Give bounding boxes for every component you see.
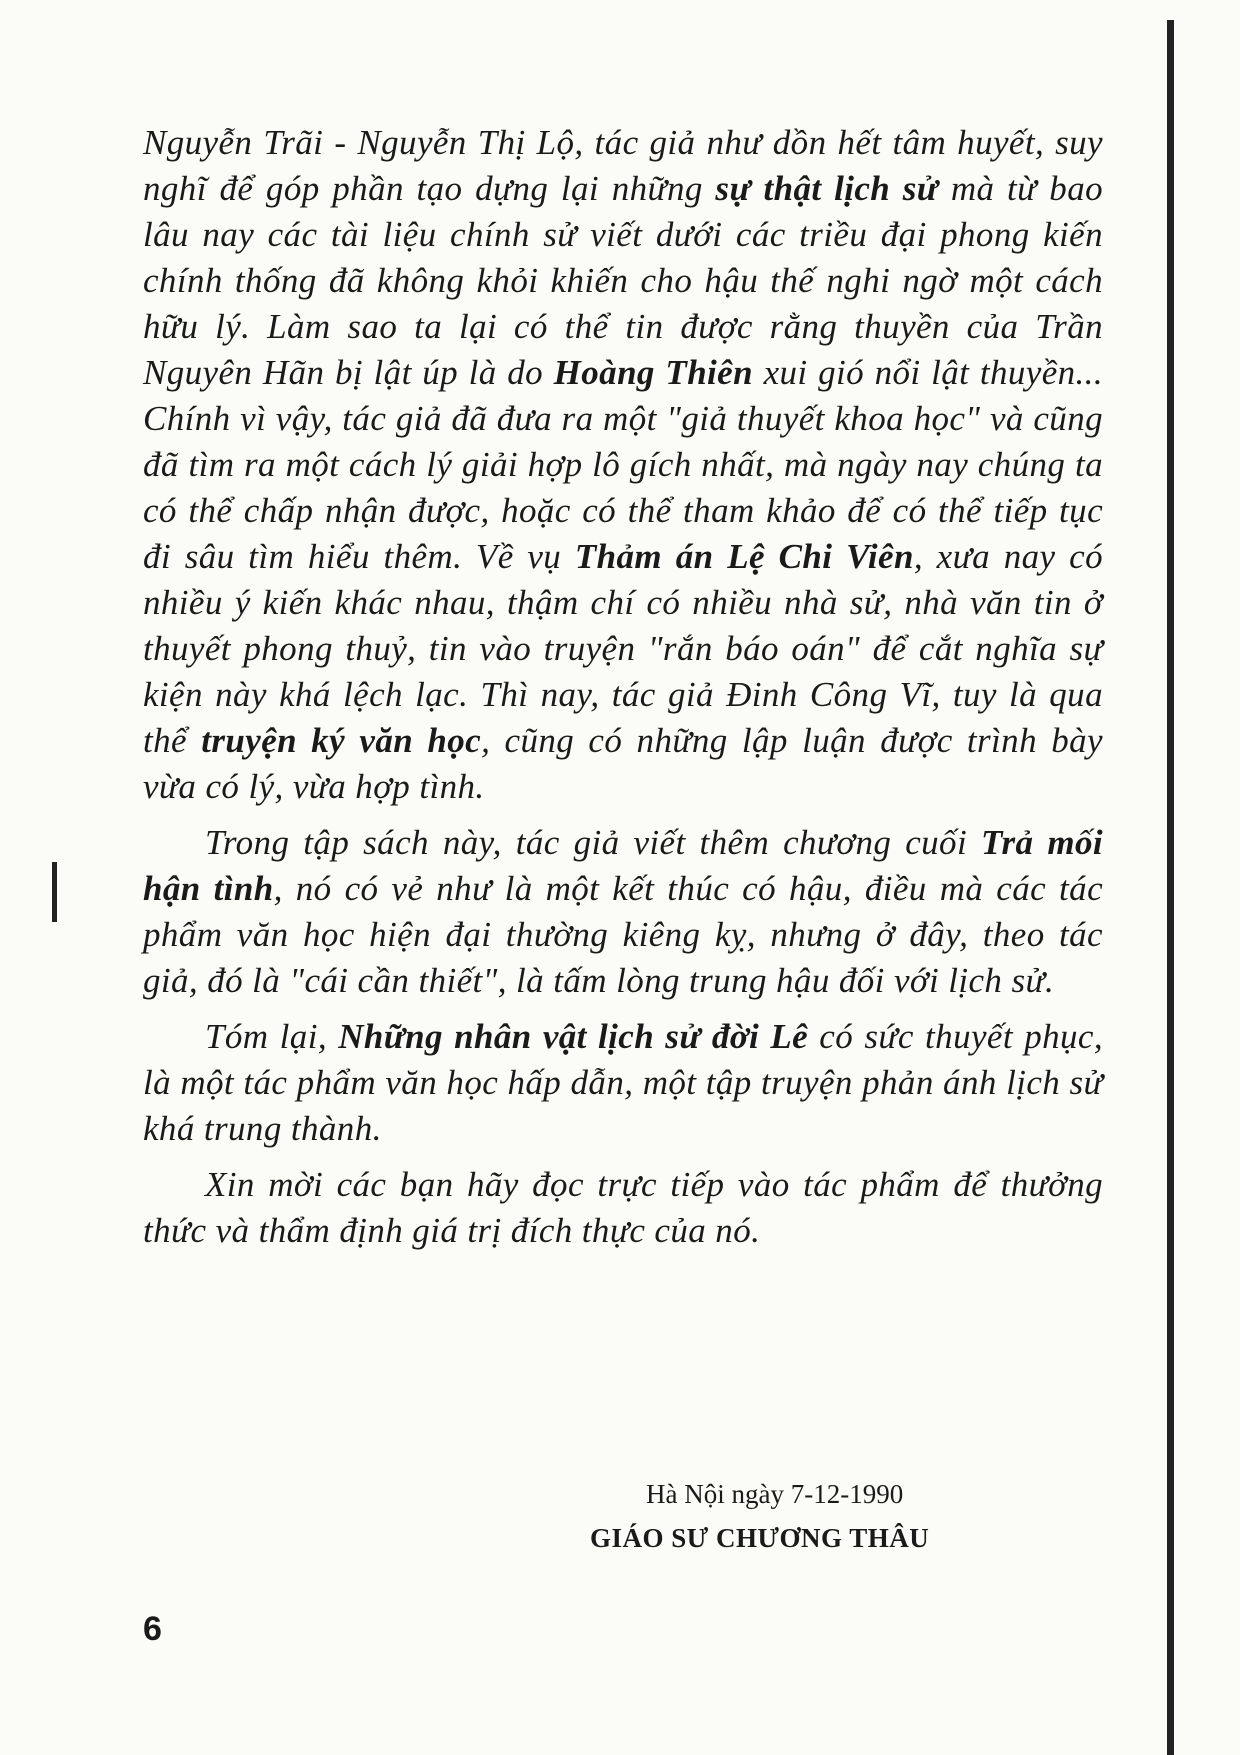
- page-number: 6: [143, 1610, 162, 1648]
- paragraph-text: xui gió nổi lật thuyền... Chính vì vậy, tác giả đã đưa ra một "giả thuyết khoa học" và cũng đã tìm ra một cách lý giải hợp lô gích nhất, mà ngày nay chúng ta có thể chấp nhận được, hoặc có thể tham khảo để có thể tiếp tục đi sâu tìm hiểu thêm. Về vụ: [143, 353, 1103, 576]
- emphasized-text: Thảm án Lệ Chi Viên: [574, 537, 914, 576]
- paragraph: [143, 1014, 1103, 1152]
- emphasized-text: sự thật lịch sử: [715, 169, 939, 208]
- body-text: [143, 120, 1103, 1254]
- paragraph-text: Tóm lại,: [205, 1017, 339, 1056]
- paragraph-text: mà từ bao lâu nay các tài liệu chính sử viết dưới các triều đại phong kiến chính thống đã không khỏi khiến cho hậu thế nghi ngờ một cách hữu lý. Làm sao ta lại có thể tin được rằng thuyền của Trần Nguyên Hãn bị lật úp là do: [143, 169, 1103, 392]
- paragraph-text: có sức thuyết phục, là một tác phẩm văn học hấp dẫn, một tập truyện phản ánh lịch sử khá trung thành.: [143, 1017, 1103, 1148]
- paragraph-text: Xin mời các bạn hãy đọc trực tiếp vào tác phẩm để thưởng thức và thẩm định giá trị đích thực của nó.: [143, 1165, 1103, 1250]
- emphasized-text: truyện ký văn học: [201, 721, 482, 760]
- signature-date: Hà Nội ngày 7-12-1990: [646, 1479, 904, 1509]
- paragraph: [143, 1162, 1103, 1254]
- signature-block: [590, 1472, 1010, 1560]
- page-edge-line: [1167, 20, 1174, 1755]
- paragraph-text: Nguyễn Trãi - Nguyễn Thị Lộ, tác giả như dồn hết tâm huyết, suy nghĩ để góp phần tạo dựng lại những: [143, 123, 1103, 208]
- paragraph-text: , cũng có những lập luận được trình bày vừa có lý, vừa hợp tình.: [143, 721, 1103, 806]
- paragraph-text: , xưa nay có nhiều ý kiến khác nhau, thậm chí có nhiều nhà sử, nhà văn tin ở thuyết phong thuỷ, tin vào truyện "rắn báo oán" để cắt nghĩa sự kiện này khá lệch lạc. Thì nay, tác giả Đinh Công Vĩ, tuy là qua thể: [143, 537, 1103, 760]
- paragraph-text: , nó có vẻ như là một kết thúc có hậu, điều mà các tác phẩm văn học hiện đại thường kiêng kỵ, nhưng ở đây, theo tác giả, đó là "cái cần thiết", là tấm lòng trung hậu đối với lịch sử.: [143, 869, 1104, 1000]
- paragraph: [143, 820, 1103, 1004]
- emphasized-text: Hoàng Thiên: [553, 353, 753, 392]
- emphasized-text: Trả mối hận tình: [143, 823, 1103, 908]
- paragraph: [143, 120, 1103, 810]
- signature-name: GIÁO SƯ CHƯƠNG THÂU: [590, 1523, 930, 1553]
- page-edge-mark: [52, 862, 57, 922]
- emphasized-text: Những nhân vật lịch sử đời Lê: [338, 1017, 809, 1056]
- paragraph-text: Trong tập sách này, tác giả viết thêm chương cuối: [205, 823, 982, 862]
